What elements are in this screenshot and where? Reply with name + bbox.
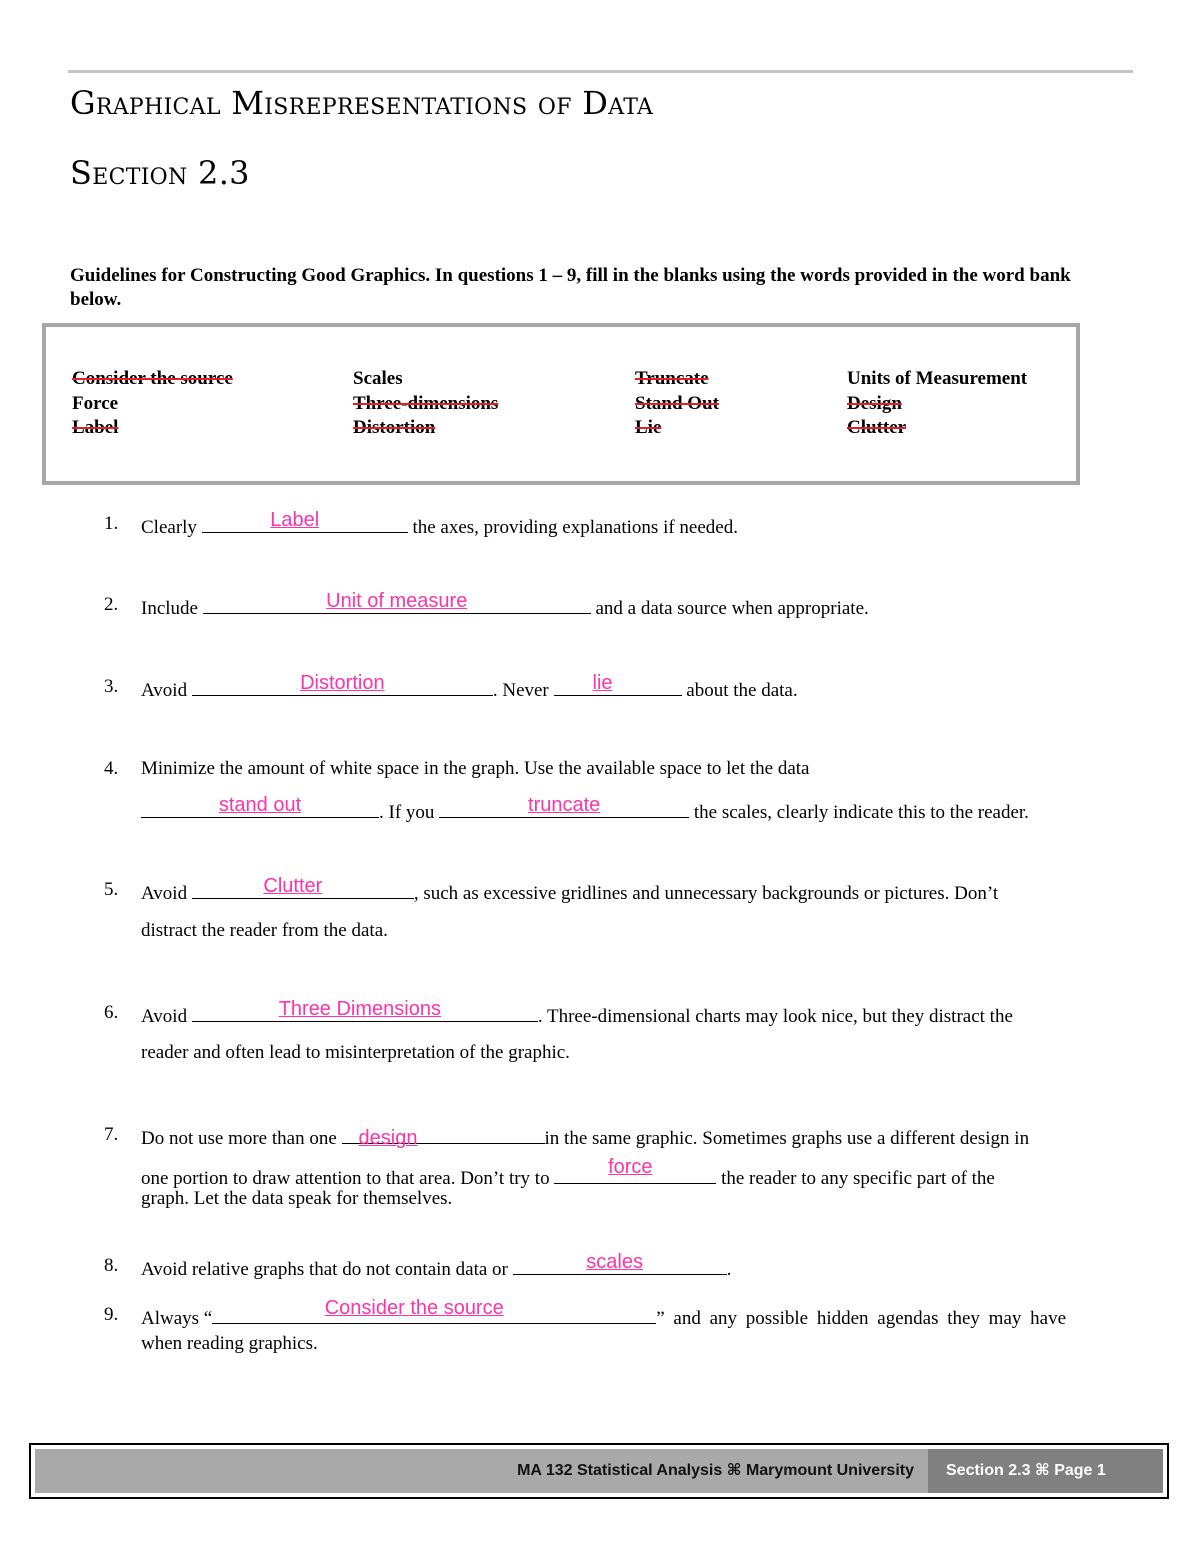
handwritten-answer: design xyxy=(358,1127,418,1149)
question-text: the reader to any specific part of the xyxy=(721,1168,995,1189)
word-bank-item: Units of Measurement xyxy=(847,368,1028,389)
question-text: Clearly xyxy=(141,517,197,538)
handwritten-answer: Distortion xyxy=(300,672,385,694)
instructions: Guidelines for Constructing Good Graphics. In questions 1 – 9, fill in the blanks using the words provided in the word bank below. xyxy=(70,265,1071,310)
question-text: one portion to draw attention to that area. Don’t try to xyxy=(141,1168,550,1189)
question-text: graph. Let the data speak for themselves. xyxy=(141,1188,453,1209)
word-bank-item: Lie xyxy=(635,417,662,438)
handwritten-answer: lie xyxy=(592,672,613,694)
answer-blank[interactable] xyxy=(202,509,408,533)
handwritten-answer: Clutter xyxy=(263,875,323,897)
footer-bar xyxy=(35,1449,1163,1493)
answer-blank[interactable] xyxy=(141,794,379,818)
handwritten-answer: stand out xyxy=(218,794,302,816)
handwritten-answer: scales xyxy=(586,1251,643,1273)
word-bank-item: Consider the source xyxy=(72,368,233,389)
question-text: Do not use more than one xyxy=(141,1128,337,1149)
question-text: Include xyxy=(141,598,198,619)
question-text: and a data source when appropriate. xyxy=(595,598,869,619)
question-text: Avoid xyxy=(141,680,188,701)
handwritten-answer: truncate xyxy=(528,794,601,816)
word-bank-item: Three-dimensions xyxy=(353,392,499,414)
word-bank-item: Stand Out xyxy=(635,392,719,414)
question-number: 8. xyxy=(104,1255,119,1276)
header-rule xyxy=(68,70,1133,73)
word-bank-item: Clutter xyxy=(847,417,907,438)
question-text: . xyxy=(726,1259,732,1280)
answer-blank[interactable] xyxy=(554,1156,716,1184)
question-text: . Three-dimensional charts may look nice, but they distract the xyxy=(537,1006,1013,1027)
answer-blank[interactable] xyxy=(439,794,689,818)
question-text: in the same graphic. Sometimes graphs use a different design in xyxy=(544,1128,1030,1149)
word-bank-column-2 xyxy=(353,367,498,441)
answer-blank[interactable] xyxy=(192,875,414,899)
question-number: 6. xyxy=(104,1002,119,1023)
question-number: 5. xyxy=(104,879,119,900)
question-text: Avoid xyxy=(141,1006,188,1027)
section-heading: Section 2.3 xyxy=(70,154,250,192)
word-bank-item: Design xyxy=(847,392,902,414)
word-bank-column-1 xyxy=(72,367,233,441)
word-bank-item: Label xyxy=(72,417,119,438)
answer-blank[interactable] xyxy=(554,672,682,696)
word-bank-item: Truncate xyxy=(635,368,709,389)
question-text: when reading graphics. xyxy=(141,1333,318,1354)
question-text: Minimize the amount of white space in the graph. Use the available space to let the data xyxy=(141,758,810,779)
answer-blank[interactable] xyxy=(192,998,538,1022)
question-text: . Never xyxy=(492,680,549,701)
handwritten-answer: force xyxy=(608,1156,653,1178)
page-footer xyxy=(29,1443,1169,1499)
word-bank xyxy=(42,323,1080,485)
question-number: 2. xyxy=(104,594,119,615)
handwritten-answer: Label xyxy=(270,509,320,531)
answer-blank[interactable] xyxy=(342,1123,545,1149)
word-bank-column-4 xyxy=(847,367,1027,441)
handwritten-answer: Consider the source xyxy=(324,1297,504,1319)
handwritten-answer: Three Dimensions xyxy=(278,998,441,1020)
answer-blank[interactable] xyxy=(513,1251,727,1275)
word-bank-item: Scales xyxy=(353,368,403,389)
answer-blank[interactable] xyxy=(203,590,591,614)
page-title: Graphical Misrepresentations of Data xyxy=(70,84,654,122)
question-text: Avoid relative graphs that do not contain data or xyxy=(141,1259,508,1280)
question-number: 3. xyxy=(104,676,119,697)
question-number: 1. xyxy=(104,513,119,534)
footer-course-label: MA 132 Statistical Analysis ⌘ Marymount University xyxy=(517,1462,914,1479)
question-text: reader and often lead to misinterpretation of the graphic. xyxy=(141,1042,570,1063)
question-text: Always “ xyxy=(141,1308,213,1329)
word-bank-item: Force xyxy=(72,392,119,414)
word-bank-item: Distortion xyxy=(353,417,436,438)
answer-blank[interactable] xyxy=(212,1297,656,1324)
question-number: 7. xyxy=(104,1124,119,1145)
question-number: 9. xyxy=(104,1304,119,1325)
footer-page-label: Section 2.3 ⌘ Page 1 xyxy=(928,1449,1163,1493)
answer-blank[interactable] xyxy=(192,672,493,696)
question-text: about the data. xyxy=(686,680,798,701)
question-number: 4. xyxy=(104,758,119,779)
question-text: distract the reader from the data. xyxy=(141,920,388,941)
question-text: . If you xyxy=(379,802,435,823)
question-text: , such as excessive gridlines and unnecessary backgrounds or pictures. Don’t xyxy=(413,883,999,904)
word-bank-column-3 xyxy=(635,367,719,441)
question-text: the axes, providing explanations if needed. xyxy=(412,517,738,538)
handwritten-answer: Unit of measure xyxy=(326,590,468,612)
question-text: ” and any possible hidden agendas they may have xyxy=(656,1308,1067,1329)
question-text: Avoid xyxy=(141,883,188,904)
question-text: the scales, clearly indicate this to the reader. xyxy=(693,802,1029,823)
